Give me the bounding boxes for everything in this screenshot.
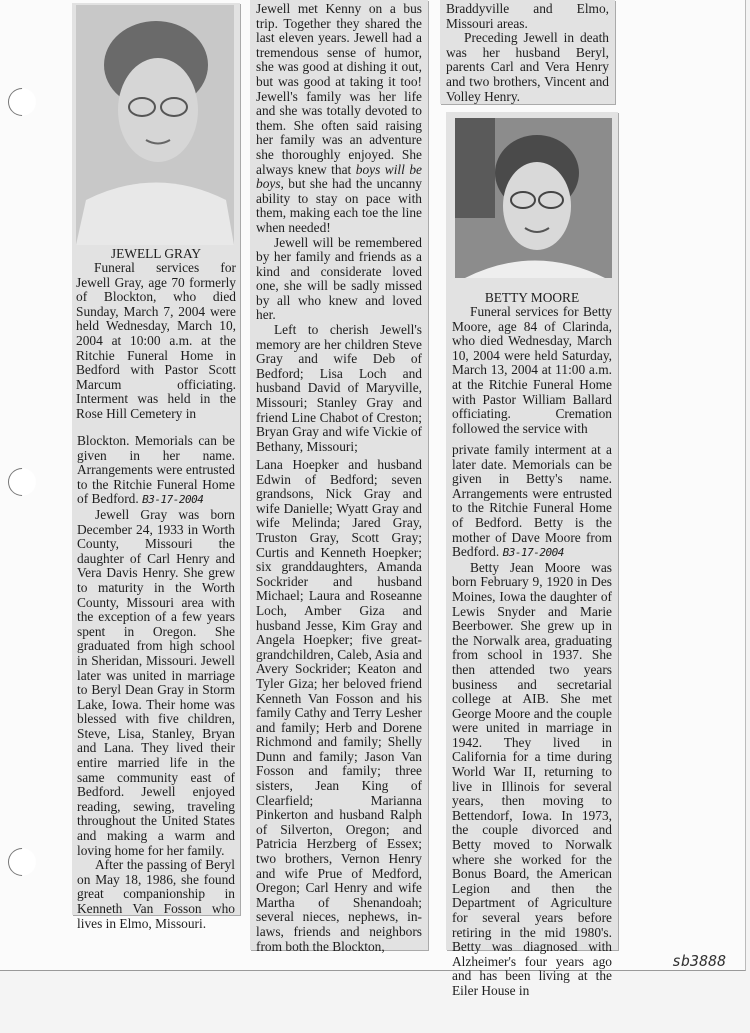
jewell-paragraph: Funeral services for Jewell Gray, age 70 formerly of Blockton, who died Sunday, March 7, 2004 were held Wednesday, March 10, 2004 at 10:00 a.m. at the Ritchie Funeral Home in Bedford with Pastor Scott Marcum officiating. Interment was held in the Rose Hill Cemetery in	[76, 260, 236, 421]
handwritten-reference-number: sb3888	[672, 952, 727, 970]
betty-moore-clipping-part2	[446, 440, 618, 998]
betty-paragraph: Betty Jean Moore was born February 9, 1920 in Des Moines, Iowa the daughter of Lewis Snyder and Marie Beerbower. She grew up in the Norwalk area, graduating from school in 1937. She then attended two years business and secretarial college at AIB. She met George Moore and the couple were united in marriage in 1942. They lived in California for a time during World War II, returning to live in Illinois for several years, then moving to Bettendorf, Iowa. In 1973, the couple divorced and Betty moved to Norwalk where she worked for the Bonus Board, the American Legion and then the Department of Agriculture for several years before retiring in the mid 1980's. Betty was diagnosed with Alzheimer's four years ago and has been living at the Eiler House in	[452, 559, 612, 998]
jewell-paragraph: Left to cherish Jewell's memory are her children Steve Gray and wife Deb of Bedford; Lisa Loch and husband David of Maryville, Missouri; Stanley Gray and friend Line Chabot of Creston; Bryan Gray and wife Vickie of Bethany, Missouri;	[256, 322, 422, 454]
betty-moore-photo	[455, 118, 612, 278]
jewell-humor-text: Jewell met Kenny on a bus trip. Together they shared the last eleven years. Jewell had a tremendous sense of humor, she was good at dishing it out, but was good at taking it too! Jewell's family was her life and she was totally devoted to them. She often said raising her family was an adventure she thoroughly enjoyed. She always knew that	[256, 1, 422, 177]
jewell-paragraph: Jewell will be remembered by her family and friends as a kind and considerate loved one, she will be sadly missed by all who knew and loved her.	[256, 234, 422, 323]
betty-paragraph: Funeral services for Betty Moore, age 84 of Clarinda, who died Wednesday, March 10, 2004 were held Saturday, March 13, 2004 at 11:00 a.m. at the Ritchie Funeral Home with Pastor William Ballard officiating. Cremation followed the service with	[452, 304, 612, 436]
italic-quote: boys will be boys	[256, 161, 422, 192]
jewell-gray-clipping-part4	[250, 455, 428, 954]
handwritten-date: B3-17-2004	[502, 546, 564, 560]
handwritten-date: B3-17-2004	[142, 493, 204, 507]
jewell-gray-clipping-part3	[250, 0, 428, 455]
jewell-paragraph: Preceding Jewell in death was her husband Beryl, parents Carl and Vera Henry and two brothers, Vincent and Volley Henry.	[446, 30, 609, 104]
betty-paragraph	[452, 443, 612, 561]
jewell-humor-text-end: , but she had the uncanny ability to stay on pace with them, making each toe the line when needed!	[256, 176, 422, 235]
jewell-memorials-text: Blockton. Memorials can be given in her name. Arrangements were entrusted to the Ritchie Funeral Home of Bedford.	[77, 433, 235, 507]
jewell-gray-clipping-top	[72, 3, 240, 431]
jewell-gray-photo	[76, 5, 234, 245]
binder-hole	[2, 462, 42, 502]
jewell-paragraph: After the passing of Beryl on May 18, 1986, she found great companionship in Kenneth Van Fosson who lives in Elmo, Missouri.	[77, 857, 235, 931]
jewell-paragraph	[77, 434, 235, 508]
binder-hole	[2, 842, 42, 882]
jewell-survivors-paragraph: Lana Hoepker and husband Edwin of Bedford; seven grandsons, Nick Gray and wife Danielle; Wyatt Gray and wife Melinda; Jared Gray, Truston Gray, Scott Gray; Curtis and Kenneth Hoepker; six granddaughters, Amanda Sockrider and husband Michael; Laura and Roseanne Loch, Amber Giza and husband Jesse, Kim Gray and Angela Hoepker; five great-grandchildren, Caleb, Asia and Avery Sockrider; Keaton and Tyler Giza; her beloved friend Kenneth Van Fosson and his family Cathy and Terry Lesher and family; Herb and Dorene Richmond and family; Shelly Dunn and family; Jason Van Fosson and family; three sisters, Jean King of Clearfield; Marianna Pinkerton and husband Ralph of Silverton, Oregon; and Patricia Herzberg of Essex; two brothers, Vernon Henry and wife Prue of Medford, Oregon; Carl Henry and wife Martha of Shenandoah; several nieces, nephews, in-laws, friends and neighbors from both the Blockton,	[256, 457, 422, 954]
obituary-heading: JEWELL GRAY	[110, 246, 202, 261]
jewell-gray-clipping-part2	[72, 431, 240, 931]
jewell-paragraph	[256, 2, 422, 236]
jewell-gray-clipping-part5	[440, 0, 615, 104]
jewell-paragraph: Jewell Gray was born December 24, 1933 in Worth County, Missouri the daughter of Carl Henry and Vera Davis Henry. She grew to maturity in the Worth County, Missouri area with the exception of a few years spent in Oregon. She graduated from high school in Sheridan, Missouri. Jewell later was united in marriage to Beryl Dean Gray in Storm Lake, Iowa. Their home was blessed with five children, Steve, Lisa, Stanley, Bryan and Lana. They lived their entire married life in the same community east of Bedford. Jewell enjoyed reading, sewing, traveling throughout the United States and making a warm and loving home for her family.	[77, 506, 235, 858]
jewell-paragraph: Braddyville and Elmo, Missouri areas.	[446, 1, 609, 31]
binder-hole	[2, 82, 42, 122]
betty-memorials-text: private family interment at a later date. Memorials can be given in Betty's name. Arrangements were entrusted to the Ritchie Funeral Home of Bedford. Betty is the mother of Dave Moore from Bedford.	[452, 442, 612, 560]
obituary-heading: BETTY MOORE	[484, 290, 580, 305]
betty-moore-clipping-top	[446, 112, 618, 440]
